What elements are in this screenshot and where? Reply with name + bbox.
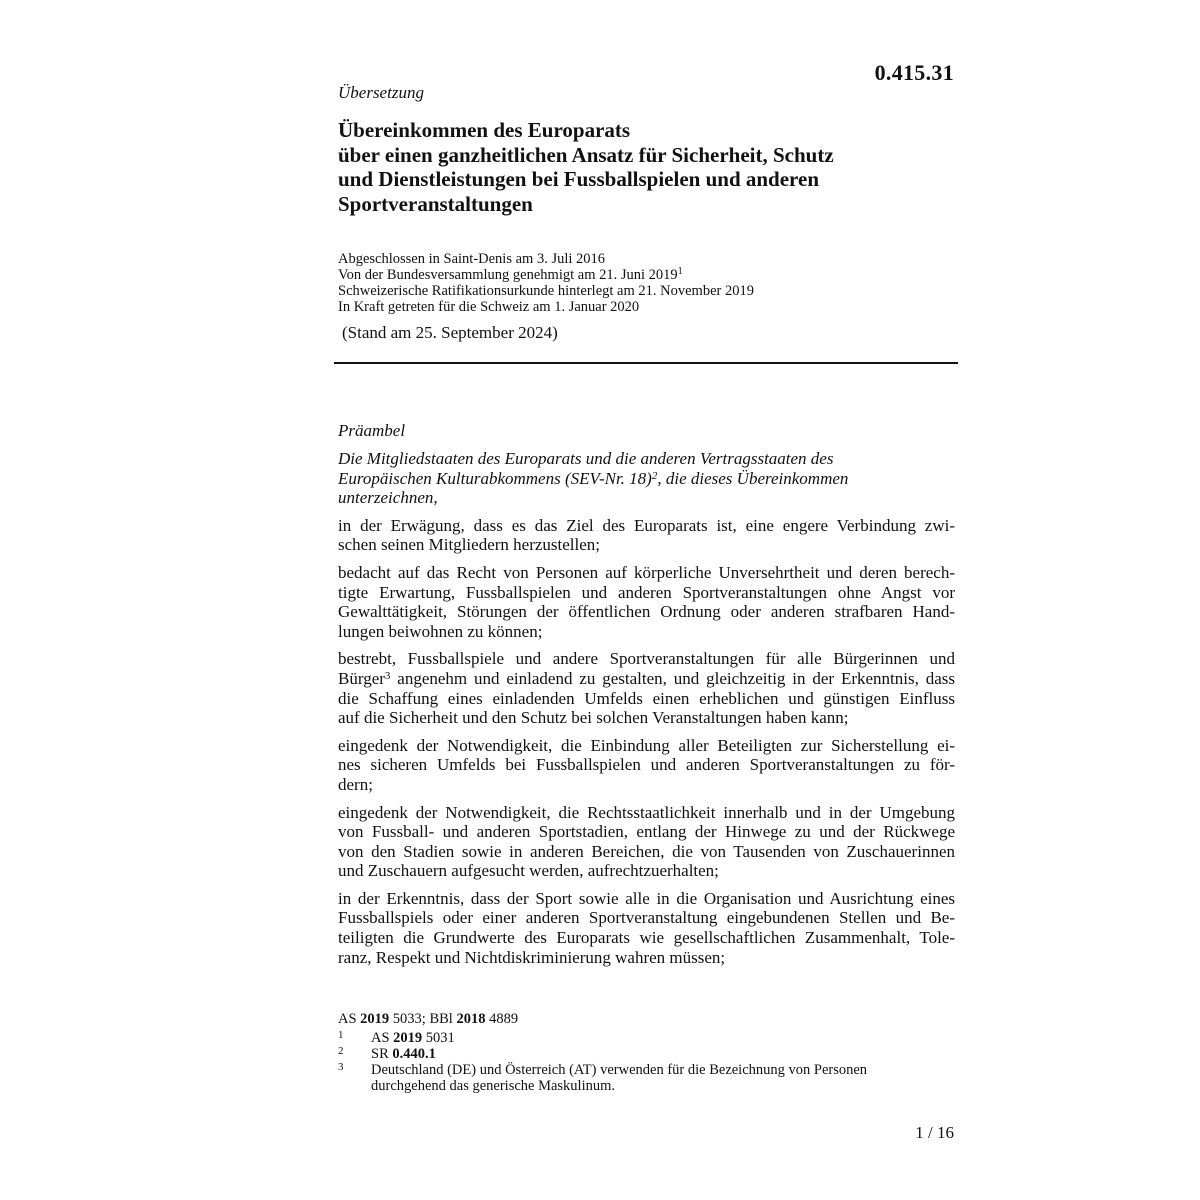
preamble-intro	[338, 449, 955, 508]
approval-date	[338, 267, 754, 283]
entry-into-force-date: In Kraft getreten für die Schweiz am 1. Januar 2020	[338, 299, 640, 315]
text-span: AS	[338, 1011, 361, 1027]
footnote-1	[338, 1030, 938, 1046]
footnote-3	[338, 1062, 938, 1094]
text-span: angenehm und einladend zu gestalten, und gleichzeitig in der Erkenntnis, dass	[390, 668, 955, 688]
preamble-paragraph	[338, 803, 955, 881]
sr-number: 0.415.31	[874, 60, 954, 85]
footnote-number: 1	[338, 1029, 344, 1041]
text-line: Gewalttätigkeit, Störungen der öffentlichen Ordnung oder anderen strafbaren Hand-	[338, 602, 955, 622]
text-line: nes sicheren Umfelds bei Fussballspielen und anderen Sportveranstaltungen zu för-	[338, 755, 955, 775]
text-line: eingedenk der Notwendigkeit, die Rechtsstaatlichkeit innerhalb und in der Umgebung	[338, 802, 955, 822]
title-line: und Dienstleistungen bei Fussballspielen und anderen	[338, 167, 820, 191]
text-line: von den Stadien sowie in anderen Bereichen, die von Tausenden von Zuschauerinnen	[338, 841, 955, 861]
page-number: 1 / 16	[915, 1123, 954, 1142]
footnote-sr-link[interactable]: 0.440.1	[392, 1046, 436, 1062]
text-line: durchgehend das generische Maskulinum.	[371, 1078, 616, 1094]
footnote-number: 3	[338, 1061, 344, 1073]
text-line	[338, 469, 955, 489]
text-line: in der Erwägung, dass es das Ziel des Europarats ist, eine engere Verbindung zwi-	[338, 515, 955, 535]
preamble-paragraph	[338, 516, 955, 555]
preamble-heading: Präambel	[338, 421, 406, 440]
text-line: lungen beiwohnen zu können;	[338, 621, 543, 641]
text-line: und Zuschauern aufgesucht werden, aufrechtzuerhalten;	[338, 861, 719, 881]
text-span: SR	[371, 1046, 393, 1062]
concluded-date: Abgeschlossen in Saint-Denis am 3. Juli 2016	[338, 251, 606, 267]
text-line: auf die Sicherheit und den Schutz bei solchen Veranstaltungen haben kann;	[338, 708, 849, 728]
text-line: tigte Erwartung, Fussballspielen und anderen Sportveranstaltungen ohne Angst vor	[338, 582, 955, 602]
preamble-paragraph	[338, 736, 955, 795]
text-line: in der Erkenntnis, dass der Sport sowie alle in die Organisation und Ausrichtung eines	[338, 888, 955, 908]
text-line: eingedenk der Notwendigkeit, die Einbindung aller Beteiligten zur Sicherstellung ei-	[338, 735, 955, 755]
text-line: Fussballspiels oder einer anderen Sportveranstaltung eingebundenen Stellen und Be-	[338, 908, 955, 928]
text-line: von Fussball- und anderen Sportstadien, entlang der Hinwege zu und der Rückwege	[338, 822, 955, 842]
text-span: 5033; BBl	[389, 1011, 457, 1027]
approval-text: Von der Bundesversammlung genehmigt am 21. Juni 2019	[338, 267, 678, 283]
footnotes	[338, 1030, 938, 1094]
preamble-body	[338, 449, 955, 975]
title-line: Sportveranstaltungen	[338, 191, 533, 216]
text-span: Bürger	[338, 668, 385, 688]
preamble-paragraph	[338, 889, 955, 967]
text-span: , die dieses Übereinkommen	[657, 468, 849, 488]
text-line: unterzeichnen,	[338, 488, 438, 508]
status-date: (Stand am 25. September 2024)	[342, 323, 558, 342]
footnote-ref-3[interactable]: 3	[384, 669, 391, 682]
footnote-ref-2[interactable]: 2	[651, 469, 658, 482]
preamble-paragraph	[338, 649, 955, 727]
ratification-date: Schweizerische Ratifikationsurkunde hinterlegt am 21. November 2019	[338, 283, 754, 299]
official-compilation-reference	[338, 1011, 518, 1028]
text-span: 5031	[422, 1030, 455, 1046]
text-line: bedacht auf das Recht von Personen auf körperliche Unversehrtheit und deren berech-	[338, 562, 955, 582]
footnote-2	[338, 1046, 938, 1062]
text-span: AS	[371, 1030, 394, 1046]
as-year: 2019	[360, 1011, 390, 1027]
treaty-metadata	[338, 251, 754, 315]
text-line: die Schaffung eines einladenden Umfelds einen erheblichen und günstigen Einfluss	[338, 688, 955, 708]
bbl-year: 2018	[456, 1011, 486, 1027]
translation-label: Übersetzung	[338, 83, 424, 102]
title-line: über einen ganzheitlichen Ansatz für Sicherheit, Schutz	[338, 142, 834, 167]
title-line: Übereinkommen des Europarats	[338, 118, 631, 142]
text-line: Deutschland (DE) und Österreich (AT) verwenden für die Bezeichnung von Personen	[371, 1062, 868, 1078]
text-line: teiligten die Grundwerte des Europarats wie gesellschaftlichen Zusammenhalt, Tole-	[338, 928, 955, 948]
preamble-paragraph	[338, 563, 955, 641]
footnote-number: 2	[338, 1045, 344, 1057]
footnote-year: 2019	[393, 1030, 423, 1046]
text-line: ranz, Respekt und Nichtdiskriminierung wahren müssen;	[338, 947, 726, 967]
document-title	[338, 118, 958, 216]
text-span: Europäischen Kulturabkommens (SEV-Nr. 18)	[338, 468, 652, 488]
footnote-ref-1[interactable]: 1	[677, 266, 683, 277]
text-line: schen seinen Mitgliedern herzustellen;	[338, 535, 600, 555]
text-line: Die Mitgliedstaaten des Europarats und die anderen Vertragsstaaten des	[338, 449, 834, 468]
text-line: bestrebt, Fussballspiele und andere Sportveranstaltungen für alle Bürgerinnen und	[338, 649, 955, 669]
text-line	[338, 669, 955, 689]
text-span: 4889	[485, 1011, 519, 1027]
divider	[334, 362, 958, 364]
text-line: dern;	[338, 774, 373, 794]
